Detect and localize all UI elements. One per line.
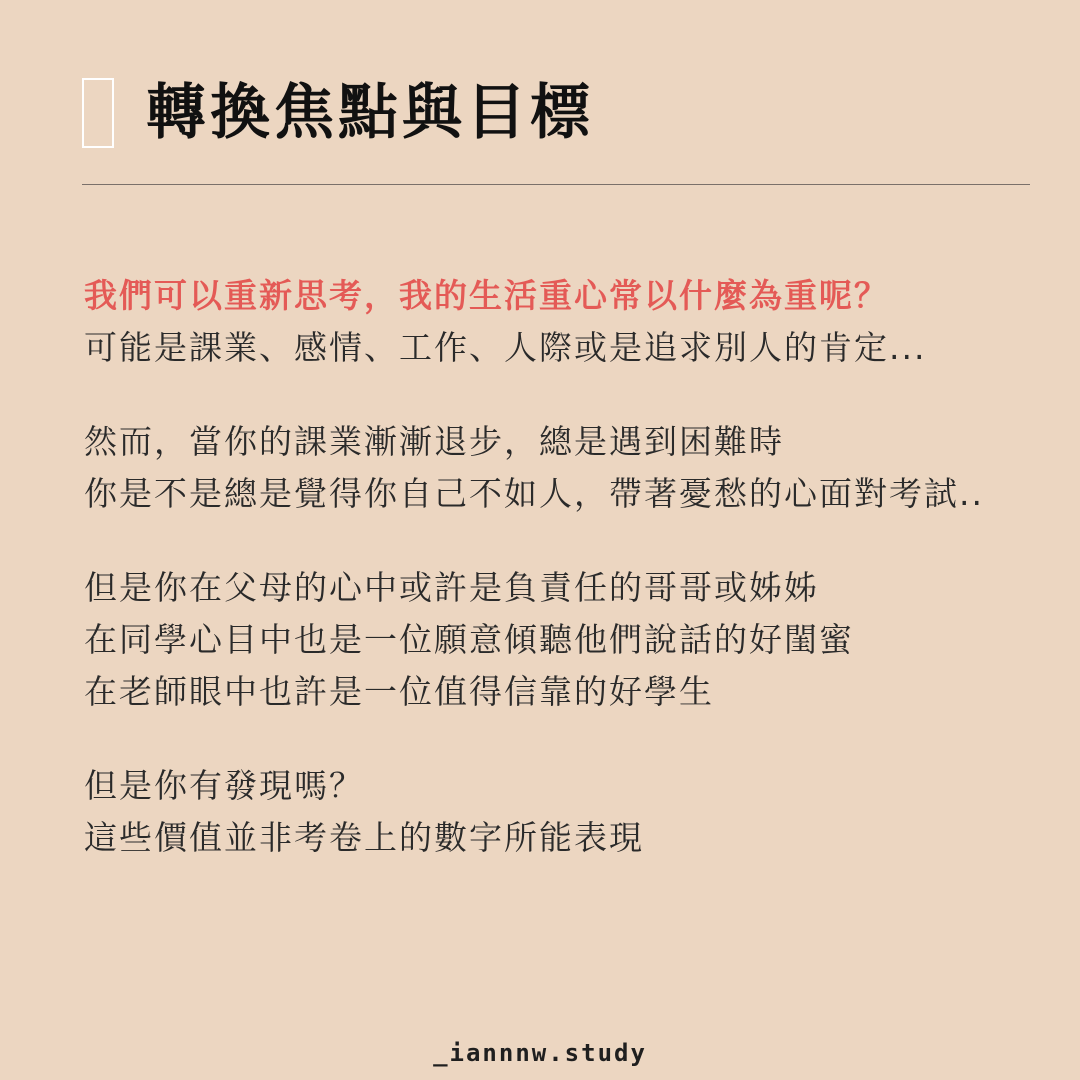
text-line: 但是你在父母的心中或許是負責任的哥哥或姊姊 bbox=[84, 568, 819, 607]
highlight-question: 我們可以重新思考，我的生活重心常以什麼為重呢？ bbox=[84, 276, 889, 315]
paragraph-gap bbox=[84, 374, 1064, 416]
text-line: 但是你有發現嗎？ bbox=[84, 766, 364, 805]
text-line: 在同學心目中也是一位願意傾聽他們說話的好閨蜜 bbox=[84, 620, 854, 659]
account-handle: _iannnw.study bbox=[433, 1039, 647, 1067]
title-marker bbox=[82, 78, 114, 148]
text-line: 這些價值並非考卷上的數字所能表現 bbox=[84, 818, 644, 857]
text-line: 可能是課業、感情、工作、人際或是追求別人的肯定... bbox=[84, 328, 927, 367]
body-content bbox=[84, 270, 1064, 864]
paragraph-gap bbox=[84, 520, 1064, 562]
paragraph-gap bbox=[84, 718, 1064, 760]
page-title: 轉換焦點與目標 bbox=[146, 78, 594, 148]
text-line: 你是不是總是覺得你自己不如人，帶著憂愁的心面對考試.. bbox=[84, 474, 984, 513]
text-line: 在老師眼中也許是一位值得信靠的好學生 bbox=[84, 672, 714, 711]
title-divider bbox=[82, 184, 1030, 185]
text-line: 然而，當你的課業漸漸退步，總是遇到困難時 bbox=[84, 422, 784, 461]
